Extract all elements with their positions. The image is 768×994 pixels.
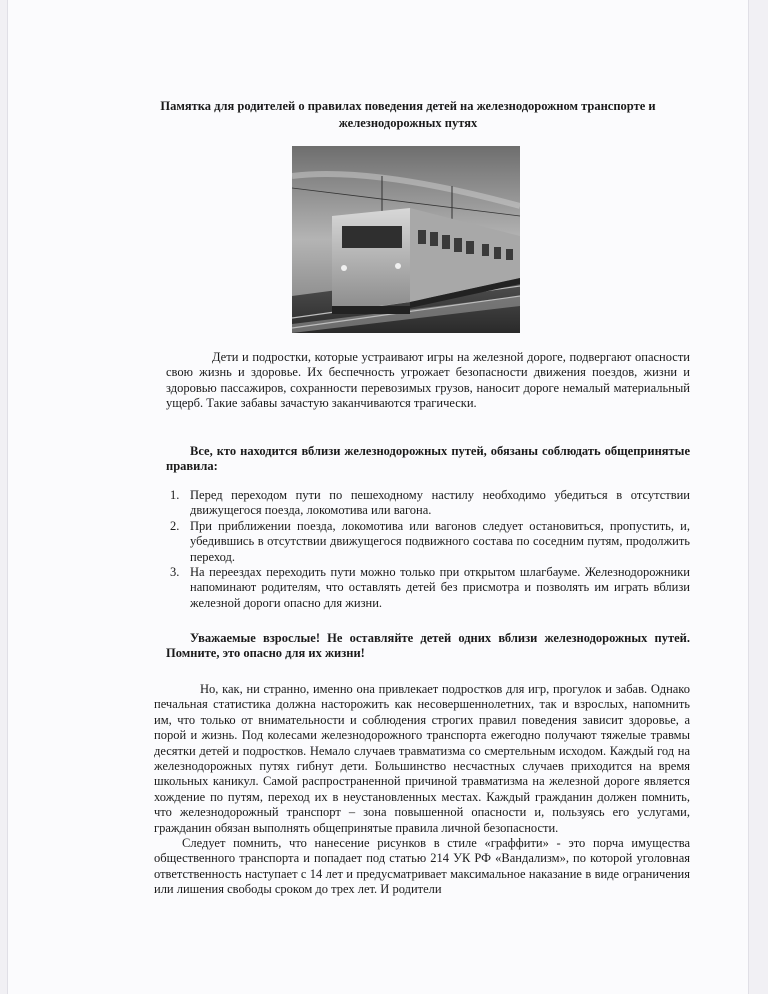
rule-text: На переездах переходить пути можно только при открытом шлагбауме. Железнодорожники напоминают родителям, что оставлять детей без присмотра и позволять им играть вблизи железной дороги опасно для жизни. <box>190 565 690 610</box>
rule-item <box>166 519 690 565</box>
rule-item <box>166 565 690 611</box>
intro-paragraph <box>166 350 690 412</box>
rules-intro-text: Все, кто находится вблизи железнодорожных путей, обязаны соблюдать общепринятые правила: <box>166 444 690 474</box>
rules-intro-paragraph <box>166 444 690 475</box>
rule-text: Перед переходом пути по пешеходному настилу необходимо убедиться в отсутствии движущегося поезда, локомотива или вагона. <box>190 488 690 518</box>
rule-number: 1. <box>170 488 180 502</box>
rule-item <box>166 488 690 519</box>
body-paragraph-2: Следует помнить, что нанесение рисунков в стиле «граффити» - это порча имущества общественного транспорта и попадает под статью 214 УК РФ «Вандализм», по которой уголовная ответственность наступает с 14 лет и предусматривает максимальное наказание в виде ограничения или лишения свободы сроком до трех лет. И родители <box>154 836 690 897</box>
main-body <box>154 682 690 898</box>
document-title: Памятка для родителей о правилах поведения детей на железнодорожном транспорте и железнодорожных путях <box>160 99 656 130</box>
appeal-paragraph <box>166 631 690 662</box>
document-page <box>8 0 748 994</box>
rule-number: 3. <box>170 565 180 580</box>
train-photo <box>292 146 520 333</box>
rule-text: При приближении поезда, локомотива или вагонов следует остановиться, пропустить, и, убедившись в отсутствии движущегося подвижного состава по соседним путям, продолжить переход. <box>190 518 690 564</box>
rule-number: 2. <box>170 518 180 533</box>
appeal-text: Уважаемые взрослые! Не оставляйте детей одних вблизи железнодорожных путей. Помните, это опасно для их жизни! <box>166 631 690 661</box>
rules-list <box>166 488 690 611</box>
body-paragraph-1: Но, как, ни странно, именно она привлекает подростков для игр, прогулок и забав. Однако печальная статистика должна насторожить как несовершеннолетних, так и взрослых, напомнить им, что только от внимательности и соблюдения строгих правил поведения зависит здоровье, а порой и жизнь. Под колесами железнодорожного транспорта ежегодно получают тяжелые травмы десятки детей и подростков. Немало случаев травматизма со смертельным исходом. Каждый год на железнодорожных путях гибнут дети. Большинство несчастных случаев приходится на время школьных каникул. Самой распространенной причиной травматизма на железной дороге является хождение по путям, переход их в неустановленных местах. Каждый гражданин должен помнить, что железнодорожный транспорт – зона повышенной опасности и, пользуясь его услугами, гражданин обязан выполнять общепринятые правила личной безопасности. <box>154 682 690 835</box>
intro-text: Дети и подростки, которые устраивают игры на железной дороге, подвергают опасности свою жизнь и здоровье. Их беспечность угрожает безопасности движения поездов, жизни и здоровью пассажиров, сохранности перевозимых грузов, наносит дороге немалый материальный ущерб. Такие забавы зачастую заканчиваются трагически. <box>166 350 690 411</box>
train-illustration <box>292 146 520 333</box>
